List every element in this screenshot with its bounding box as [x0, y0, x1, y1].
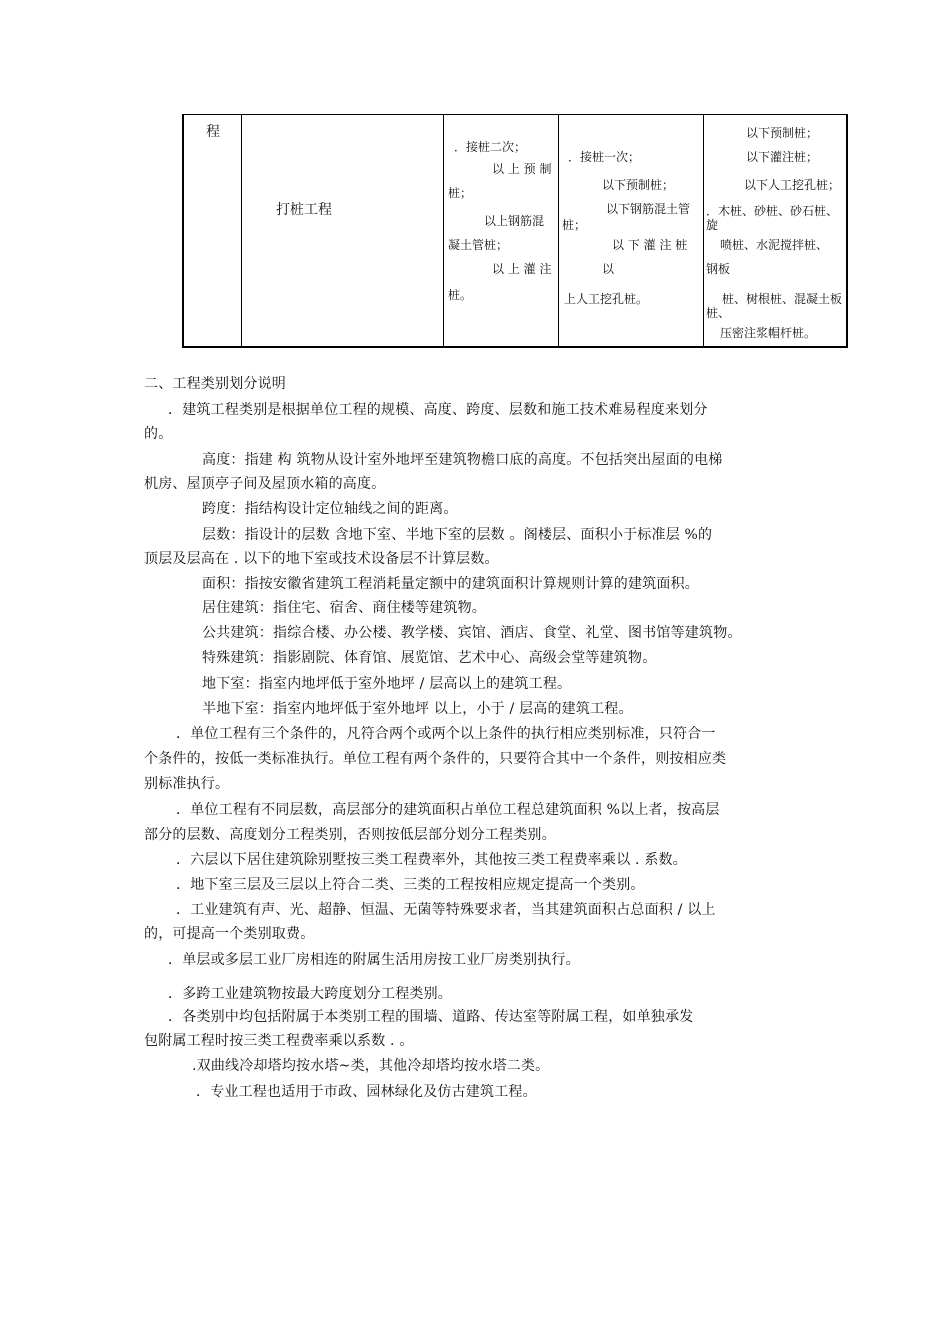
table-cell-text: 桩； — [562, 218, 587, 232]
table-cell-text: 以 上 灌 注 — [492, 262, 552, 276]
table-cell-text: 钢板 — [706, 262, 731, 276]
body-line: .双曲线冷却塔均按水塔~类，其他冷却塔均按水塔二类。 — [192, 1058, 550, 1074]
body-line: ．工业建筑有声、光、超静、恒温、无菌等特殊要求者，当其建筑面积占总面积 / 以上 — [176, 902, 716, 918]
body-line: ．单位工程有不同层数，高层部分的建筑面积占单位工程总建筑面积 %以上者，按高层 — [176, 802, 720, 818]
table-cell-text: 桩。 — [448, 288, 473, 302]
body-line: ．建筑工程类别是根据单位工程的规模、高度、跨度、层数和施工技术难易程度来划分 — [168, 402, 708, 418]
table-cell-text: 以下人工挖孔桩； — [744, 178, 841, 192]
body-line: ．地下室三层及三层以上符合二类、三类的工程按相应规定提高一个类别。 — [176, 877, 645, 893]
body-line: 部分的层数、高度划分工程类别，否则按低层部分划分工程类别。 — [144, 827, 556, 843]
body-line: 特殊建筑：指影剧院、体育馆、展览馆、艺术中心、高级会堂等建筑物。 — [202, 650, 657, 666]
body-line: 包附属工程时按三类工程费率乘以系数 . 。 — [144, 1033, 414, 1049]
table-cell-text: 以下钢筋混土管 — [606, 202, 691, 216]
table-cell-text: 以下灌注桩； — [746, 150, 819, 164]
table-cell-text: 凝土管桩； — [448, 238, 509, 252]
table-cell-text: 以 — [602, 262, 615, 276]
body-line: 半地下室：指室内地坪低于室外地坪 以上，小于 / 层高的建筑工程。 — [202, 701, 633, 717]
body-line: ．单层或多层工业厂房相连的附属生活用房按工业厂房类别执行。 — [168, 952, 580, 968]
table-cell-text: 以 下 灌 注 桩 — [612, 238, 688, 252]
table-divider — [241, 115, 242, 346]
pile-work-table — [182, 114, 848, 348]
body-line: ．多跨工业建筑物按最大跨度划分工程类别。 — [168, 986, 452, 1002]
table-divider — [443, 115, 444, 346]
body-line: ．专业工程也适用于市政、园林绿化及仿古建筑工程。 — [196, 1084, 537, 1100]
table-cell-text: 以 上 预 制 — [492, 162, 552, 176]
body-line: 个条件的，按低一类标准执行。单位工程有两个条件的，只要符合其中一个条件，则按相应类 — [144, 751, 727, 767]
table-cell-text: 以上钢筋混 — [484, 214, 545, 228]
body-line: ．六层以下居住建筑除别墅按三类工程费率外，其他按三类工程费率乘以 . 系数。 — [176, 852, 687, 868]
table-cell-text: 喷桩、水泥搅拌桩、 — [720, 238, 829, 252]
body-line: 的。 — [144, 426, 173, 442]
body-line: 面积：指按安徽省建筑工程消耗量定额中的建筑面积计算规则计算的建筑面积。 — [202, 576, 699, 592]
table-divider — [558, 115, 559, 346]
body-line: 层数：指设计的层数 含地下室、半地下室的层数 。阁楼层、面积小于标准层 %的 — [202, 527, 713, 543]
body-line: 跨度：指结构设计定位轴线之间的距离。 — [202, 501, 458, 517]
table-cell-text: 桩、 — [706, 306, 731, 320]
body-line: 的，可提高一个类别取费。 — [144, 926, 315, 942]
section-title: 二、工程类别划分说明 — [144, 376, 286, 392]
body-line: 地下室：指室内地坪低于室外地坪 / 层高以上的建筑工程。 — [202, 676, 572, 692]
table-cell-category: 程 — [206, 124, 220, 140]
body-line: 高度：指建 构 筑物从设计室外地坪至建筑物檐口底的高度。不包括突出屋面的电梯 — [202, 452, 723, 468]
table-cell-text: 桩、树根桩、混凝土板 — [722, 292, 843, 306]
body-line: 顶层及层高在 . 以下的地下室或技术设备层不计算层数。 — [144, 551, 499, 567]
body-line: 公共建筑：指综合楼、办公楼、教学楼、宾馆、酒店、食堂、礼堂、图书馆等建筑物。 — [202, 625, 742, 641]
body-line: 机房、屋顶亭子间及屋顶水箱的高度。 — [144, 476, 386, 492]
table-cell-text: 以下预制桩； — [746, 126, 819, 140]
table-cell-text: ．接桩一次； — [568, 150, 641, 164]
table-cell-text: 压密注浆帽杆桩。 — [720, 326, 817, 340]
table-cell-text: 旋 — [706, 218, 719, 232]
body-line: 居住建筑：指住宅、宿舍、商住楼等建筑物。 — [202, 600, 486, 616]
table-cell-text: 以下预制桩； — [602, 178, 675, 192]
table-cell-text: ．接桩二次； — [454, 140, 527, 154]
table-cell-text: 桩； — [448, 186, 473, 200]
table-cell-project-name: 打桩工程 — [276, 202, 332, 218]
body-line: ．各类别中均包括附属于本类别工程的围墙、道路、传达室等附属工程，如单独承发 — [168, 1009, 694, 1025]
table-divider — [703, 115, 704, 346]
body-line: 别标准执行。 — [144, 776, 230, 792]
body-line: ．单位工程有三个条件的，凡符合两个或两个以上条件的执行相应类别标准，只符合一 — [176, 726, 716, 742]
table-cell-text: ．木桩、砂桩、砂石桩、 — [706, 204, 839, 218]
table-cell-text: 上人工挖孔桩。 — [564, 292, 649, 306]
